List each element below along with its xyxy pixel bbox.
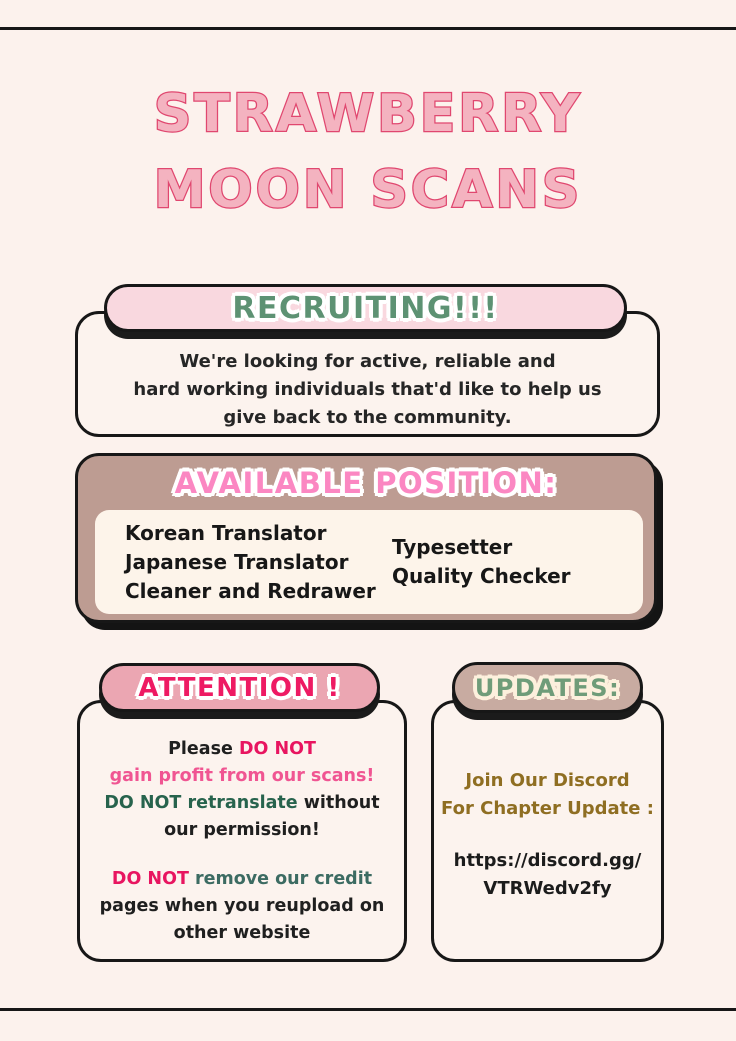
attention-line <box>80 866 404 893</box>
attention-rules <box>80 736 404 947</box>
updates-body <box>434 767 661 903</box>
discord-cta-line2: For Chapter Update : <box>441 798 654 819</box>
updates-banner <box>452 662 643 713</box>
attention-line: other website <box>173 923 311 943</box>
positions-right-column <box>392 533 571 591</box>
position-item: Quality Checker <box>392 564 571 588</box>
position-item: Japanese Translator <box>125 550 349 574</box>
attention-line: pages when you reupload on <box>99 896 385 916</box>
page-title-line2: MOON SCANS <box>153 160 583 220</box>
positions-left-column <box>125 519 376 606</box>
position-item: Typesetter <box>392 535 513 559</box>
attention-do-not: DO NOT <box>111 869 189 889</box>
page-title-line1: STRAWBERRY <box>153 84 583 144</box>
bottom-divider-line <box>0 1008 736 1011</box>
attention-warning-2 <box>80 866 404 947</box>
recruiting-description-line: give back to the community. <box>223 407 512 428</box>
attention-text: remove our credit <box>188 869 373 889</box>
recruiting-banner <box>104 284 627 332</box>
attention-do-not-retranslate: DO NOT retranslate <box>104 793 298 813</box>
top-divider-line <box>0 27 736 30</box>
page-title <box>0 76 736 228</box>
attention-text: Please <box>168 739 239 759</box>
discord-invite-link[interactable] <box>434 847 661 903</box>
position-item: Cleaner and Redrawer <box>125 579 376 603</box>
available-position-header: AVAILABLE POSITION: <box>174 466 558 500</box>
attention-warning-1 <box>80 736 404 844</box>
discord-cta-line1: Join Our Discord <box>465 770 630 791</box>
recruiting-description-line: hard working individuals that'd like to help us <box>133 379 602 400</box>
attention-text: without <box>297 793 380 813</box>
available-position-card <box>75 453 657 623</box>
recruiting-description-line: We're looking for active, reliable and <box>179 351 556 372</box>
attention-line: our permission! <box>164 820 320 840</box>
attention-line <box>80 790 404 817</box>
attention-banner <box>99 663 380 712</box>
updates-card <box>431 700 664 962</box>
positions-panel <box>95 510 643 614</box>
discord-url-line1[interactable]: https://discord.gg/ <box>453 850 642 871</box>
discord-url-line2[interactable]: VTRWedv2fy <box>483 878 612 899</box>
updates-banner-label: UPDATES: <box>474 673 621 702</box>
attention-line <box>80 736 404 763</box>
attention-card <box>77 700 407 962</box>
attention-do-not: DO NOT <box>238 739 316 759</box>
attention-line: gain profit from our scans! <box>109 766 375 786</box>
attention-banner-label: ATTENTION ! <box>138 672 341 703</box>
recruiting-description <box>78 348 657 432</box>
recruiting-banner-label: RECRUITING!!! <box>232 290 499 326</box>
position-item: Korean Translator <box>125 521 327 545</box>
discord-cta <box>434 767 661 823</box>
